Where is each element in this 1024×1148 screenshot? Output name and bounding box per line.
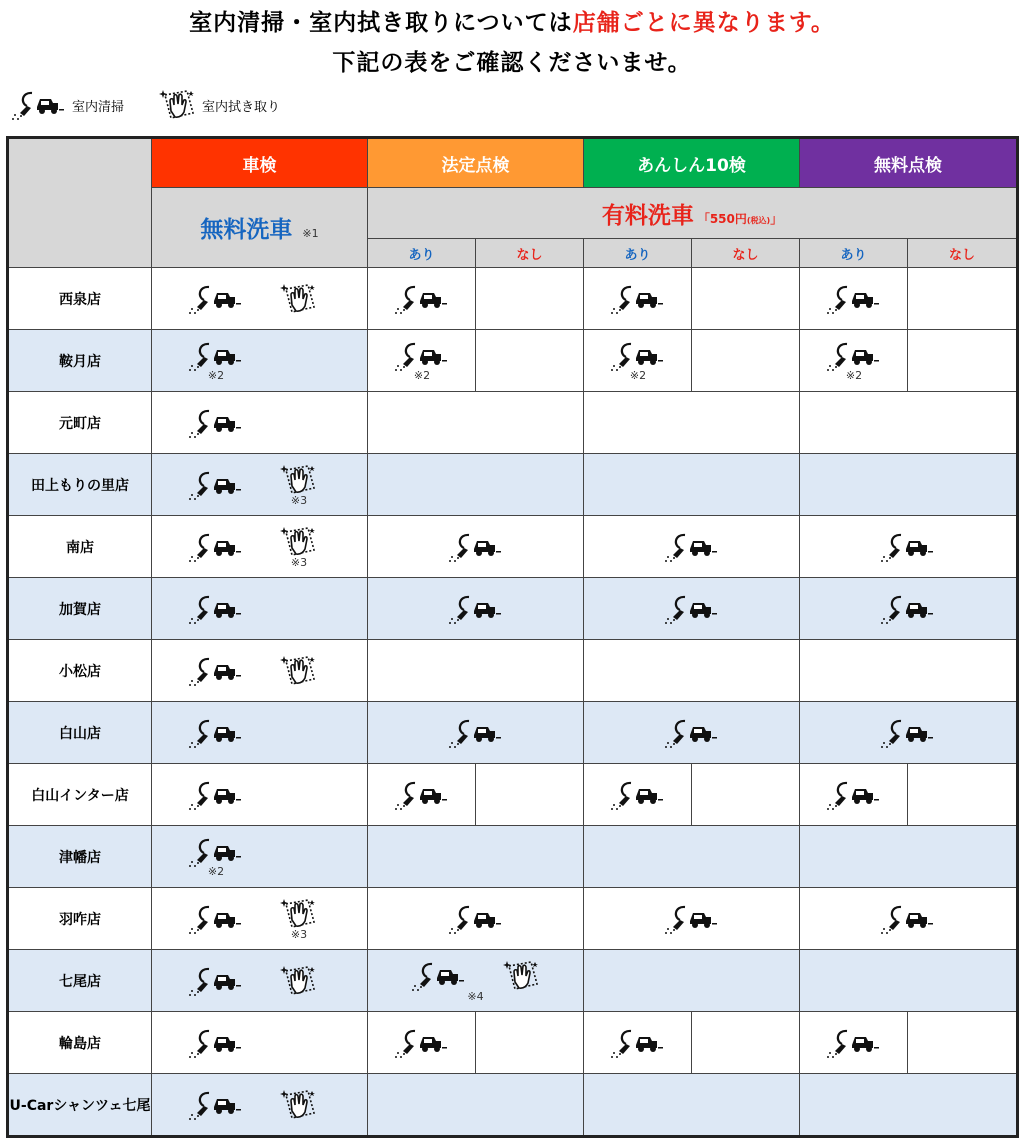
price-tax: (税込) [746,215,771,225]
anshin-no: なし [692,239,800,268]
vacuum-icon [825,1027,883,1059]
hotei-cell [368,826,584,888]
heading-line-2: 下記の表をご確認くださいませ。 [332,50,692,76]
store-name: U-Carシャンツェ七尾 [8,1074,152,1137]
vacuum-icon [609,779,667,811]
store-name: 西泉店 [8,268,152,330]
cleaning-mark [663,903,721,935]
vacuum-icon [410,960,468,992]
cleaning-mark [447,717,505,749]
table-row [8,764,1018,826]
store-name: 田上もりの里店 [8,454,152,516]
muryo-cell [800,888,1018,950]
table-row [8,640,1018,702]
vacuum-icon [663,593,721,625]
cleaning-mark [187,717,245,749]
hotei-yes-cell [368,268,476,330]
vacuum-icon [393,340,451,372]
anshin-cell [584,516,800,578]
vacuum-icon [187,469,245,501]
legend-cleaning-label: 室内清掃 [72,99,125,115]
cleaning-mark [609,779,667,811]
anshin-no-cell [692,1012,800,1074]
cleaning-mark [393,340,451,381]
vacuum-icon [187,1027,245,1059]
wipe-hand-icon [279,525,319,559]
store-name: 鞍月店 [8,330,152,392]
shaken-cell [152,1074,368,1137]
footnote-mark: ※3 [290,928,308,941]
cleaning-mark [187,531,245,563]
shaken-cell [152,268,368,330]
shaken-cell [152,888,368,950]
vacuum-icon [187,779,245,811]
hotei-cell [368,454,584,516]
cleaning-mark [447,903,505,935]
anshin-cell [584,826,800,888]
cleaning-mark [187,655,245,687]
wiping-mark [279,1088,319,1122]
muryo-no-cell [908,764,1018,826]
table-row [8,392,1018,454]
hotei-cell [368,950,584,1012]
price-amount: 「550円 [697,211,747,226]
vacuum-icon [187,407,245,439]
footnote-mark: ※3 [290,494,308,507]
muryo-yes-cell [800,764,908,826]
table-row [8,1012,1018,1074]
vacuum-icon [879,531,937,563]
anshin-no-cell [692,330,800,392]
footnote-mark: ※2 [629,369,647,382]
anshin-no-cell [692,764,800,826]
cleaning-mark [447,531,505,563]
vacuum-icon [663,903,721,935]
vacuum-icon [609,1027,667,1059]
muryo-cell [800,516,1018,578]
vacuum-icon [447,531,505,563]
footnote-mark: ※2 [413,369,431,382]
table-row [8,578,1018,640]
store-name: 輪島店 [8,1012,152,1074]
hotei-no-cell [476,1012,584,1074]
vacuum-icon [879,593,937,625]
cleaning-mark [187,836,245,877]
cleaning-mark [187,965,245,997]
hotei-cell [368,640,584,702]
footnote-mark: ※3 [290,556,308,569]
cleaning-mark [609,340,667,381]
anshin-yes-cell [584,764,692,826]
free-wash-cell [152,188,368,268]
cleaning-mark [410,960,468,992]
legend-cleaning [10,89,124,121]
vacuum-icon [187,655,245,687]
vacuum-icon [187,965,245,997]
table-row [8,950,1018,1012]
muryo-cell [800,578,1018,640]
vacuum-icon [447,717,505,749]
header-muryo: 無料点検 [800,138,1018,188]
anshin-cell [584,640,800,702]
cleaning-mark [393,779,451,811]
table-row [8,454,1018,516]
shaken-cell [152,392,368,454]
store-name: 加賀店 [8,578,152,640]
header-shaken: 車検 [152,138,368,188]
shaken-cell [152,764,368,826]
table-row [8,702,1018,764]
price-close: 」 [770,211,783,226]
anshin-cell [584,702,800,764]
wiping-mark [502,959,542,993]
wipe-hand-icon [279,964,319,998]
muryo-cell [800,640,1018,702]
corner-cell [8,138,152,268]
legend [10,88,314,122]
store-name: 白山インター店 [8,764,152,826]
cleaning-mark [609,283,667,315]
hotei-cell [368,516,584,578]
hotei-no-cell [476,268,584,330]
shaken-cell [152,640,368,702]
cleaning-mark [825,779,883,811]
cleaning-mark [609,1027,667,1059]
hotei-cell [368,578,584,640]
vacuum-icon [825,283,883,315]
store-name: 羽咋店 [8,888,152,950]
muryo-cell [800,826,1018,888]
wiping-mark [279,897,319,940]
vacuum-icon [187,903,245,935]
hotei-yes-cell [368,1012,476,1074]
muryo-cell [800,950,1018,1012]
cleaning-mark [393,283,451,315]
paid-wash-price [698,212,782,226]
vacuum-icon [393,1027,451,1059]
anshin-cell [584,392,800,454]
cleaning-mark [187,1027,245,1059]
hotei-yes: あり [368,239,476,268]
vacuum-icon [187,531,245,563]
vacuum-icon [447,903,505,935]
table-row [8,268,1018,330]
cleaning-table [6,136,1019,1138]
footnote-mark: ※2 [207,369,225,382]
shaken-cell [152,950,368,1012]
wipe-hand-icon [279,463,319,497]
footnote-mark: ※4 [467,990,484,1003]
hotei-no-cell [476,330,584,392]
wiping-mark [279,964,319,998]
cleaning-mark [879,903,937,935]
vacuum-icon [447,593,505,625]
muryo-yes: あり [800,239,908,268]
hotei-cell [368,888,584,950]
vacuum-icon [187,593,245,625]
store-name: 元町店 [8,392,152,454]
muryo-cell [800,392,1018,454]
vacuum-icon [187,340,245,372]
shaken-cell [152,702,368,764]
shaken-cell [152,578,368,640]
wipe-hand-icon [502,959,542,993]
heading-line-1 [0,4,1024,37]
cleaning-mark [879,593,937,625]
wipe-hand-icon [279,282,319,316]
muryo-yes-cell [800,1012,908,1074]
muryo-no: なし [908,239,1018,268]
anshin-cell [584,888,800,950]
store-name: 白山店 [8,702,152,764]
store-name: 七尾店 [8,950,152,1012]
muryo-no-cell [908,1012,1018,1074]
anshin-cell [584,950,800,1012]
cleaning-mark [825,340,883,381]
vacuum-icon [663,717,721,749]
cleaning-mark [825,1027,883,1059]
vacuum-icon [825,779,883,811]
muryo-yes-cell [800,268,908,330]
anshin-cell [584,454,800,516]
cleaning-mark [187,903,245,935]
hotei-yes-cell [368,330,476,392]
heading-line-1-text: 室内清掃・室内拭き取りについては [189,10,573,36]
wiping-mark [279,282,319,316]
store-name: 小松店 [8,640,152,702]
table-row [8,1074,1018,1137]
paid-wash-label: 有料洗車 [601,202,694,229]
heading-line-1-highlight: 店舗ごとに異なります。 [572,10,835,36]
cleaning-mark [187,283,245,315]
vacuum-icon [10,89,68,121]
hotei-no-cell [476,764,584,826]
hotei-yes-cell [368,764,476,826]
anshin-yes-cell [584,1012,692,1074]
cleaning-mark [825,283,883,315]
header-hotei: 法定点検 [368,138,584,188]
legend-wiping [158,88,280,122]
vacuum-icon [187,836,245,868]
table-row [8,888,1018,950]
anshin-cell [584,578,800,640]
shaken-cell [152,516,368,578]
table-row [8,826,1018,888]
wipe-hand-icon [279,1088,319,1122]
vacuum-icon [187,1089,245,1121]
hotei-no: なし [476,239,584,268]
free-wash-note: ※1 [302,227,319,240]
free-wash-label: 無料洗車 [200,217,293,243]
table-row [8,516,1018,578]
wipe-hand-icon [279,654,319,688]
shaken-cell [152,826,368,888]
cleaning-mark [187,340,245,381]
cleaning-mark [879,717,937,749]
hotei-cell [368,702,584,764]
shaken-cell [152,330,368,392]
wiping-mark [279,463,319,506]
muryo-no-cell [908,268,1018,330]
vacuum-icon [879,903,937,935]
wipe-hand-icon [158,88,198,122]
hotei-cell [368,1074,584,1137]
vacuum-icon [825,340,883,372]
shaken-cell [152,1012,368,1074]
muryo-yes-cell [800,330,908,392]
anshin-no-cell [692,268,800,330]
vacuum-icon [187,717,245,749]
muryo-no-cell [908,330,1018,392]
cleaning-mark [187,593,245,625]
store-name: 南店 [8,516,152,578]
muryo-cell [800,702,1018,764]
cleaning-mark [663,531,721,563]
cleaning-mark [187,779,245,811]
cleaning-mark [663,593,721,625]
vacuum-icon [393,283,451,315]
footnote-mark: ※2 [207,865,225,878]
anshin-yes-cell [584,268,692,330]
header-anshin: あんしん10検 [584,138,800,188]
vacuum-icon [609,283,667,315]
cleaning-mark [187,407,245,439]
paid-wash-cell [368,188,1018,239]
anshin-cell [584,1074,800,1137]
wipe-hand-icon [279,897,319,931]
vacuum-icon [879,717,937,749]
table-row [8,330,1018,392]
cleaning-mark [879,531,937,563]
muryo-cell [800,1074,1018,1137]
cleaning-mark [187,469,245,501]
vacuum-icon [187,283,245,315]
shaken-cell [152,454,368,516]
store-name: 津幡店 [8,826,152,888]
cleaning-mark [447,593,505,625]
legend-wiping-label: 室内拭き取り [202,99,281,115]
cleaning-mark [663,717,721,749]
cleaning-mark [187,1089,245,1121]
vacuum-icon [663,531,721,563]
anshin-yes: あり [584,239,692,268]
table-body [8,268,1018,1137]
wiping-mark [279,525,319,568]
hotei-cell [368,392,584,454]
cleaning-mark [393,1027,451,1059]
vacuum-icon [609,340,667,372]
wiping-mark [279,654,319,688]
footnote-mark: ※2 [845,369,863,382]
vacuum-icon [393,779,451,811]
anshin-yes-cell [584,330,692,392]
muryo-cell [800,454,1018,516]
